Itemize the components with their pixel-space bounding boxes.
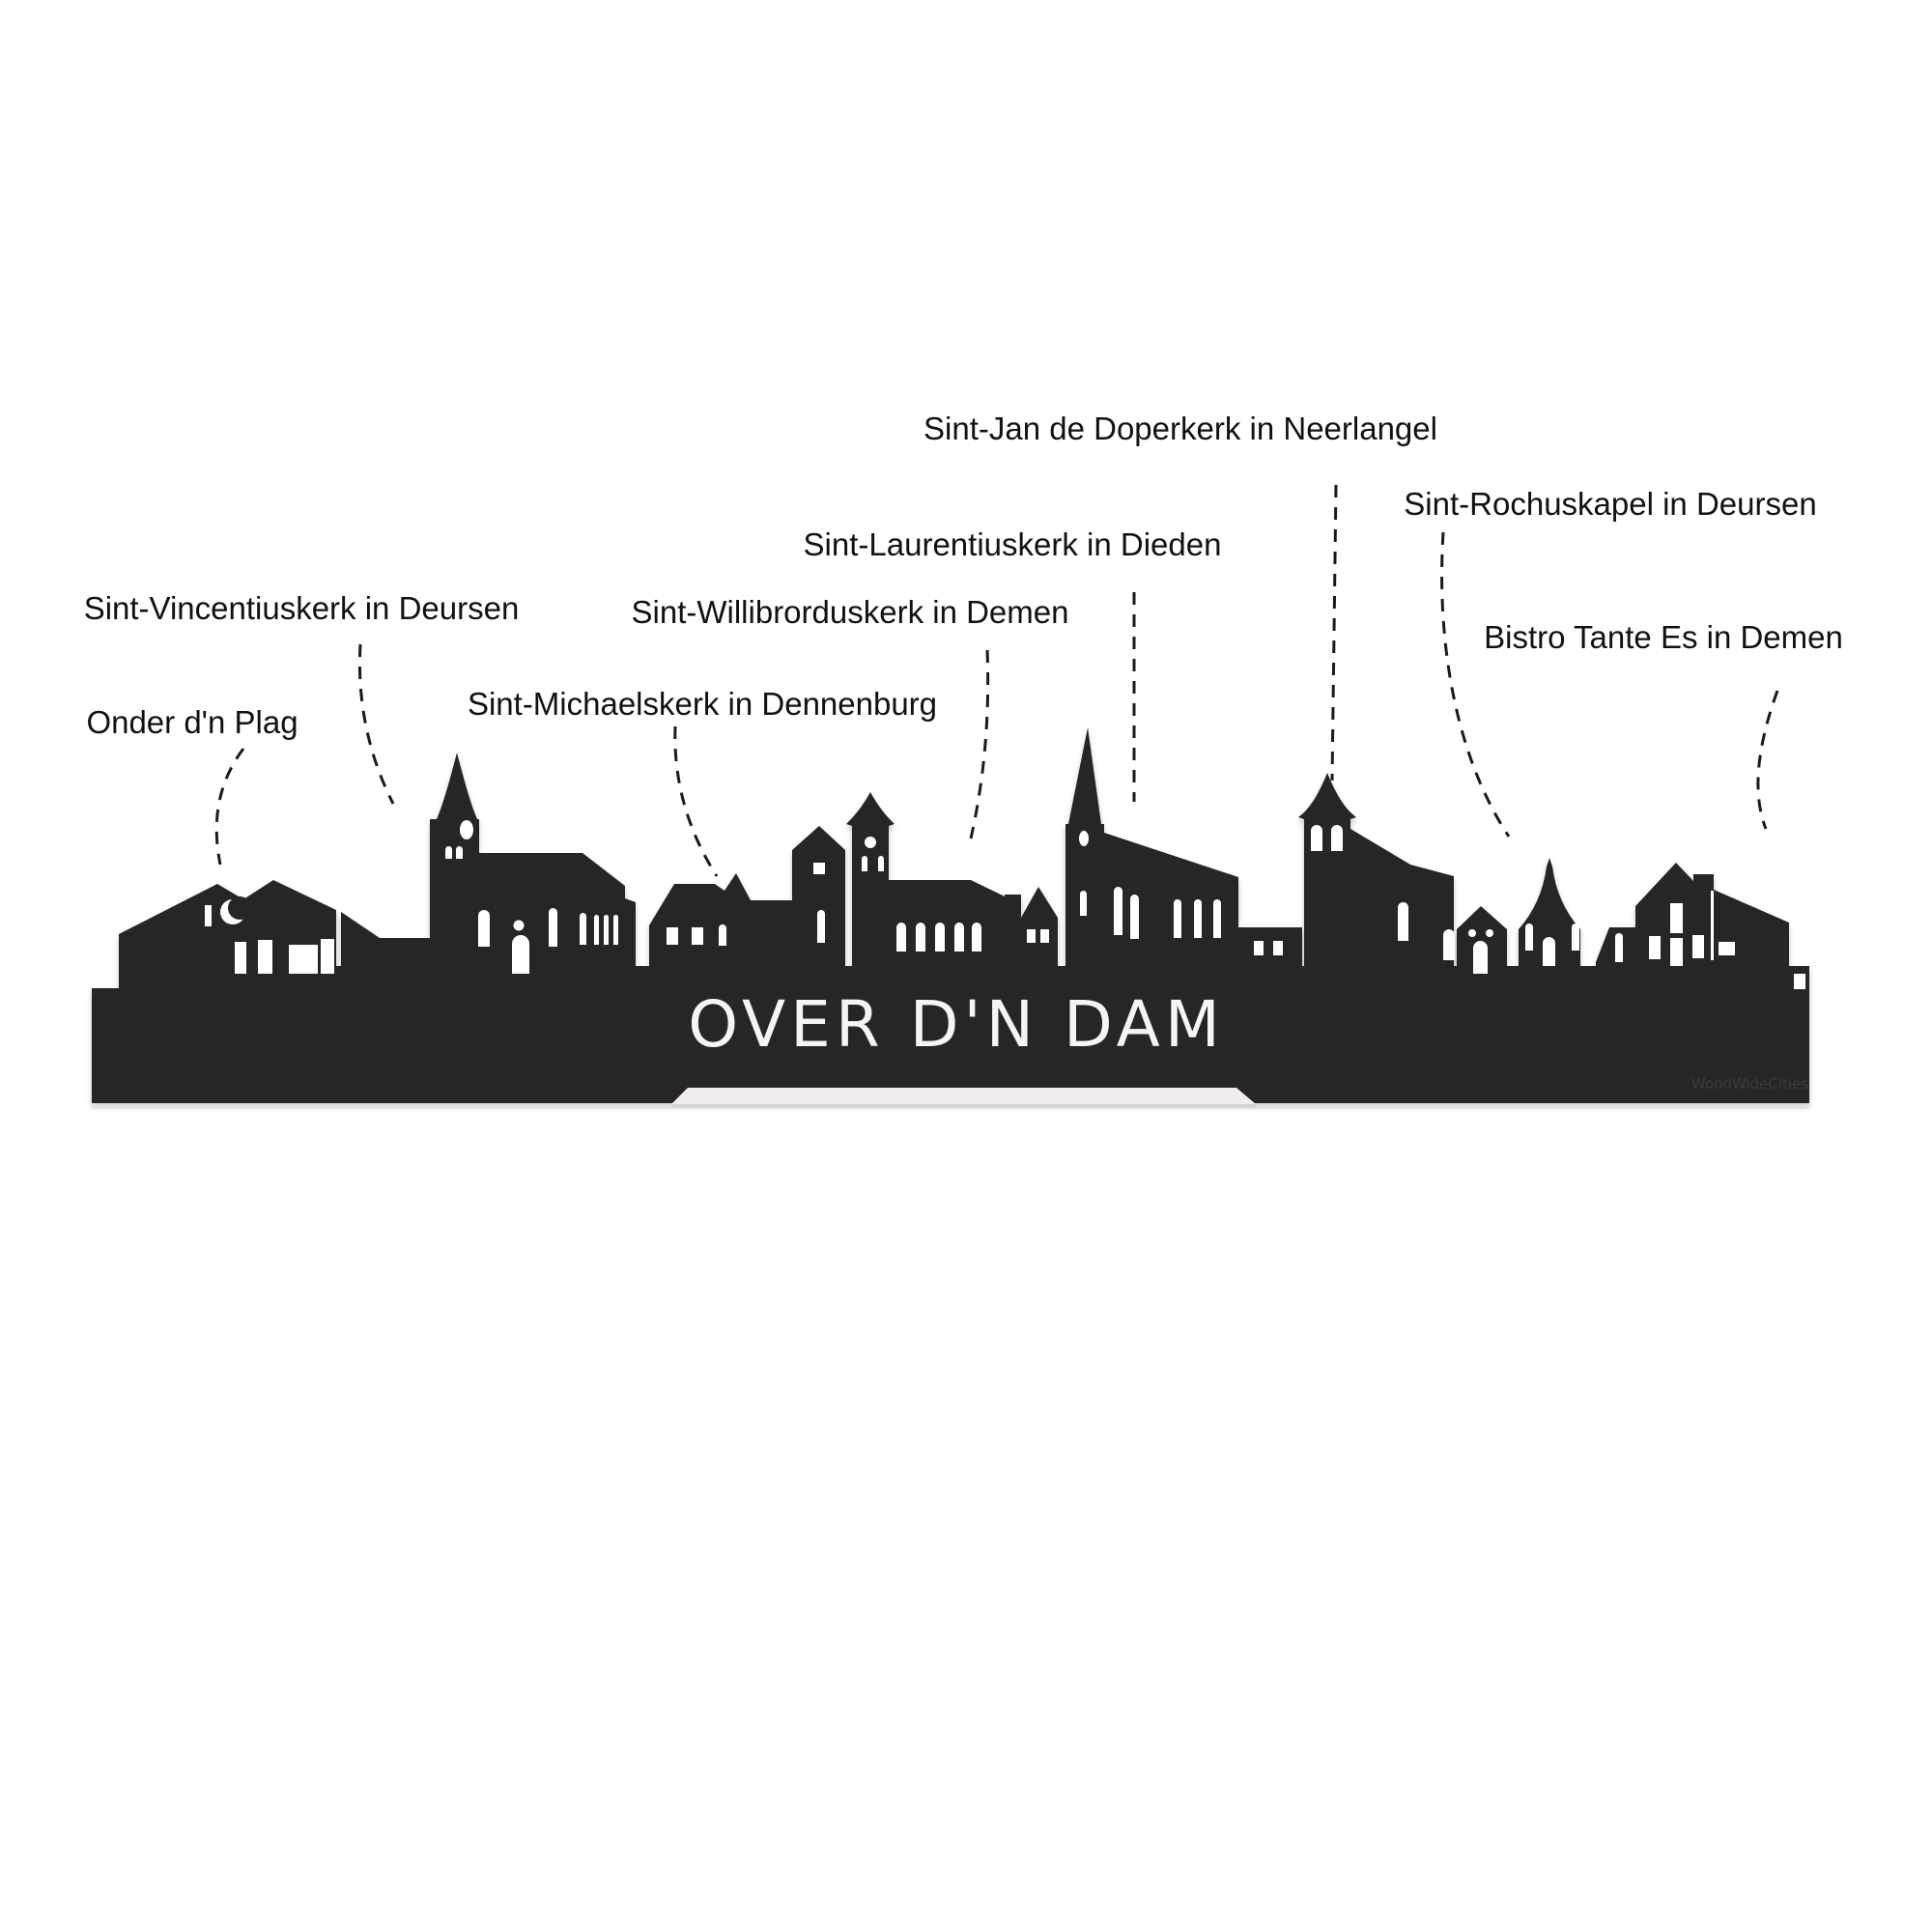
leader-line-willibrordus: [971, 650, 988, 838]
leader-line-rochuskapel: [1442, 532, 1509, 837]
chapel-round-window: [1468, 929, 1476, 937]
stand-base: [671, 1088, 1256, 1104]
chapel-arch-door: [1473, 941, 1488, 974]
bistro-gap-slit: [1711, 891, 1714, 960]
leader-line-bistro: [1758, 691, 1777, 829]
skyline-silhouette: [92, 727, 1809, 1103]
arcade-window: [954, 923, 964, 952]
skyline-title: OVER D'N DAM: [688, 987, 1225, 1062]
square-tower-slit: [817, 910, 825, 943]
farmhouse-slit-window: [205, 905, 212, 926]
chapel-arch-window: [1572, 923, 1579, 951]
arcade-window: [916, 923, 925, 952]
square-tower-window: [813, 863, 825, 874]
chapel-round-window: [1486, 929, 1493, 937]
spire-slit-window: [862, 856, 867, 871]
bistro-window: [1670, 903, 1683, 933]
building-vincentiuskerk-nave: [479, 853, 636, 1103]
leader-line-michaelskerk: [675, 726, 717, 876]
label-bistro-tante-es: Bistro Tante Es in Demen: [1484, 619, 1843, 655]
nave-arch-door: [512, 935, 529, 974]
spire-slit-window: [878, 856, 884, 871]
annotation-labels: [84, 411, 1843, 740]
bistro-door: [1670, 938, 1683, 966]
nave-round-window: [514, 921, 525, 931]
watermark-text: WoodWideCities: [1691, 1075, 1808, 1093]
spire-round-window: [865, 837, 876, 848]
tower-oval-window: [460, 820, 473, 839]
building-conical-chapel: [1519, 858, 1580, 1103]
farmhouse-door: [289, 945, 318, 974]
label-sint-michaelskerk: Sint-Michaelskerk in Dennenburg: [467, 686, 938, 722]
house-window: [667, 927, 678, 945]
house-arch-door: [1615, 933, 1623, 962]
building-rochuskapel: [1457, 906, 1507, 1103]
leader-line-vincentiuskerk: [359, 644, 393, 804]
building-sint-jan-tower: [1298, 773, 1356, 1103]
nave-arch-window: [580, 913, 586, 945]
building-farmhouse-wing: [341, 912, 430, 1103]
nave-arch-window: [478, 910, 490, 947]
bistro-window: [1649, 936, 1661, 959]
label-sint-vincentiuskerk: Sint-Vincentiuskerk in Deursen: [83, 590, 520, 626]
leader-line-sint-jan: [1332, 485, 1336, 781]
needle-tower-oval-window: [1079, 831, 1089, 846]
farmhouse-wing-door: [321, 939, 334, 974]
house-window: [1040, 929, 1049, 943]
nave-arch-window: [549, 908, 557, 947]
nave-arch-window: [594, 915, 599, 945]
bistro-window: [1719, 942, 1735, 955]
arcade-window: [896, 923, 906, 952]
nave-arch-window: [1174, 899, 1181, 938]
label-sint-laurentiuskerk: Sint-Laurentiuskerk in Dieden: [803, 526, 1222, 562]
needle-tower-slit: [1080, 891, 1087, 916]
crescent-moon-mask: [228, 896, 251, 920]
farmhouse-window: [235, 942, 246, 974]
house-arch-window: [719, 924, 726, 946]
chapel-arch-window: [1525, 923, 1533, 951]
house-window: [692, 927, 703, 945]
building-laurentiuskerk-nave: [1104, 833, 1238, 1103]
label-sint-willibrorduskerk: Sint-Willibrorduskerk in Demen: [631, 594, 1069, 630]
house-window: [1027, 929, 1036, 943]
house-window: [1254, 941, 1264, 955]
nave-arch-window: [1443, 929, 1455, 960]
house-window: [1273, 941, 1283, 955]
bistro-window: [1692, 935, 1704, 958]
chapel-arch-door: [1543, 937, 1555, 966]
nave-arch-window: [1194, 899, 1202, 938]
nave-arch-window: [1398, 902, 1408, 941]
building-vincentiuskerk-tower: [430, 753, 479, 1103]
nave-arch-window: [1130, 895, 1139, 939]
house-window: [1794, 974, 1805, 989]
label-onder-dn-plag: Onder d'n Plag: [86, 704, 298, 740]
nave-arch-window: [613, 915, 618, 945]
nave-arch-window: [604, 915, 609, 945]
belfry-arch-window: [1311, 825, 1322, 851]
belfry-arch-window: [1331, 825, 1343, 851]
arcade-window: [972, 923, 981, 952]
label-sint-rochuskapel: Sint-Rochuskapel in Deursen: [1404, 486, 1817, 522]
arcade-window: [935, 923, 945, 952]
nave-arch-window: [1213, 899, 1221, 938]
stand-base-edge: [671, 1104, 1256, 1108]
building-sint-jan-nave: [1350, 829, 1454, 1103]
building-link-houses: [1238, 927, 1302, 1103]
label-sint-jan-de-doperkerk: Sint-Jan de Doperkerk in Neerlangel: [923, 411, 1437, 446]
leader-line-onder-dn-plag: [216, 749, 243, 865]
tower-arch-window: [456, 846, 463, 859]
nave-arch-window: [1114, 887, 1122, 935]
tower-arch-window: [445, 846, 452, 859]
farmhouse-window: [258, 940, 272, 974]
